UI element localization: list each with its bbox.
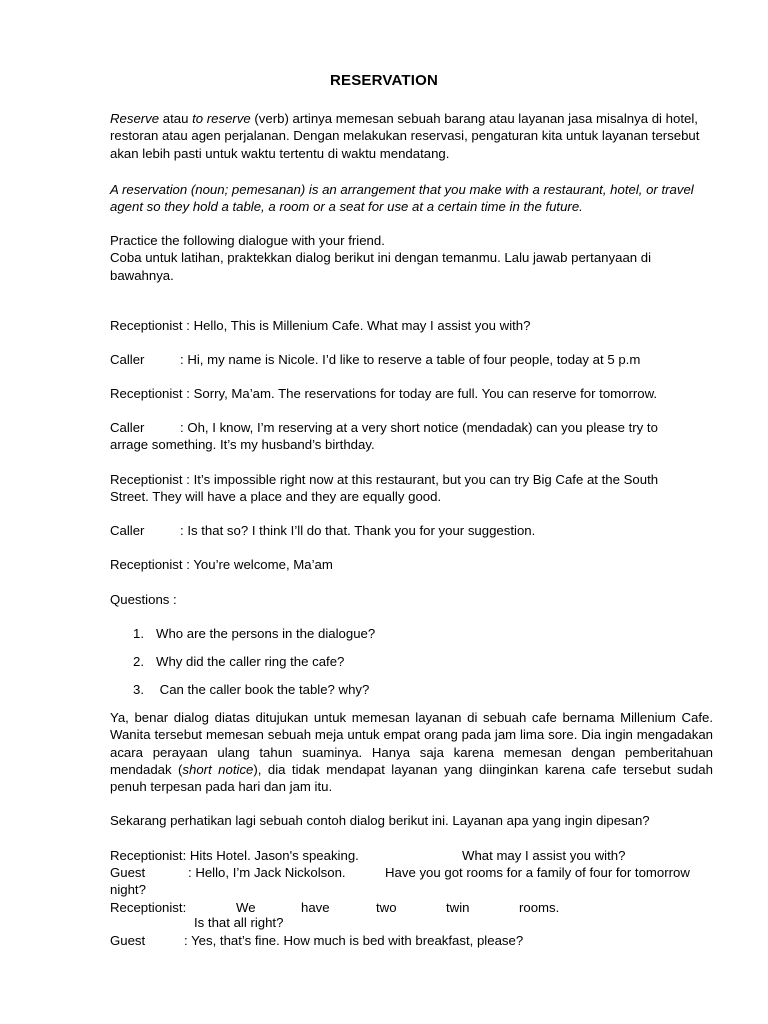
dialogue-text-part: Have you got rooms for a family of four for tomorrow — [385, 865, 690, 880]
definition-paragraph: A reservation (noun; pemesanan) is an arrangement that you make with a restaurant, hotel, or travel agent so they hold a table, a room or a seat for use at a certain time in the future. — [110, 182, 694, 215]
intro-connector: atau — [159, 111, 193, 126]
dialogue-line — [110, 385, 657, 402]
next-dialogue-prompt: Sekarang perhatikan lagi sebuah contoh dialog berikut ini. Layanan apa yang ingin dipesan? — [110, 813, 650, 828]
speaker-separator: : — [182, 318, 194, 333]
question-item — [133, 653, 344, 670]
question-text: Can the caller book the table? why? — [156, 682, 370, 697]
speaker-label: Guest — [110, 865, 146, 880]
dialogue-continuation: arrage something. It’s my husband’s birthday. — [110, 437, 375, 452]
dialogue-line — [110, 317, 530, 334]
question-item — [133, 625, 375, 642]
dialogue-text-part: What may I assist you with? — [462, 848, 626, 863]
question-item — [133, 681, 369, 698]
speaker-label: Receptionist — [110, 318, 183, 333]
dialogue-word: twin — [446, 900, 470, 915]
dialogue-word: We — [236, 900, 256, 915]
speaker-separator: : — [182, 386, 194, 401]
dialogue-word: have — [301, 900, 330, 915]
dialogue-text: Is that so? I think I’ll do that. Thank you for your suggestion. — [187, 523, 536, 538]
question-text: Who are the persons in the dialogue? — [156, 626, 376, 641]
speaker-label: Receptionist — [110, 472, 183, 487]
speaker-separator: : — [180, 523, 188, 538]
speaker-label: Caller — [110, 420, 145, 435]
answer-text-end: ), dia tidak mendapat layanan yang diinginkan karena cafe tersebut sudah penuh terpesan pada hari dan jam itu. — [110, 761, 713, 795]
dialogue-text: Sorry, Ma’am. The reservations for today are full. You can reserve for tomorrow. — [193, 386, 658, 401]
question-text: Why did the caller ring the cafe? — [156, 654, 345, 669]
speaker-label: Receptionist: — [110, 848, 187, 863]
speaker-separator: : — [182, 557, 194, 572]
intro-term-to-reserve: to reserve — [192, 111, 251, 126]
dialogue-line — [110, 932, 523, 949]
dialogue-text: Hits Hotel. Jason's speaking. — [189, 848, 359, 863]
practice-line-indonesian: Coba untuk latihan, praktekkan dialog berikut ini dengan temanmu. Lalu jawab pertanyaan di bawahnya. — [110, 250, 652, 283]
dialogue-line — [110, 419, 658, 436]
speaker-label: Receptionist — [110, 557, 183, 572]
question-number: 3. — [133, 682, 144, 697]
intro-text: (verb) artinya memesan sebuah barang atau layanan jasa misalnya di hotel, restoran atau agen perjalanan. Dengan melakukan reservasi, pengaturan kita untuk layanan tersebut akan lebih pasti untuk waktu tertentu di waktu mendatang. — [110, 111, 700, 161]
practice-line-english: Practice the following dialogue with your friend. — [110, 233, 385, 248]
speaker-separator: : — [180, 420, 188, 435]
dialogue-text: It’s impossible right now at this restaurant, but you can try Big Cafe at the South — [193, 472, 659, 487]
answer-paragraph — [110, 709, 713, 795]
speaker-separator: : — [184, 933, 192, 948]
speaker-separator: : — [180, 352, 188, 367]
dialogue-continuation: Street. They will have a place and they are equally good. — [110, 489, 442, 504]
page-title: RESERVATION — [329, 72, 439, 89]
dialogue-line — [110, 351, 640, 368]
answer-text-start: Ya, benar dialog diatas ditujukan untuk memesan layanan di sebuah cafe bernama Millenium Cafe. Wanita tersebut memesan sebuah meja untuk empat orang pada jam lima sore. Dia ingin mengadakan acara perayaan ulang tahun suaminya. Hanya saja karena memesan dengan pemberitahuan mendadak ( — [110, 710, 713, 777]
speaker-separator: : — [182, 472, 194, 487]
speaker-label: Guest — [110, 933, 146, 948]
dialogue-line — [110, 522, 535, 539]
practice-instruction — [110, 232, 713, 284]
dialogue-word: rooms. — [519, 900, 560, 915]
dialogue-text: Oh, I know, I’m reserving at a very short notice (mendadak) can you please try to — [187, 420, 658, 435]
speaker-separator: : — [188, 865, 196, 880]
speaker-label: Caller — [110, 523, 145, 538]
questions-label: Questions : — [110, 592, 177, 607]
dialogue-text: Hello, I’m Jack Nickolson. — [195, 865, 346, 880]
intro-paragraph — [110, 110, 713, 162]
question-number: 1. — [133, 626, 144, 641]
speaker-label: Receptionist — [110, 386, 183, 401]
speaker-label: Receptionist: — [110, 900, 187, 915]
dialogue-continuation: night? — [110, 882, 146, 897]
speaker-label: Caller — [110, 352, 145, 367]
dialogue-line — [110, 864, 346, 881]
dialogue-continuation: Is that all right? — [194, 915, 284, 930]
answer-term-short-notice: short notice — [182, 761, 254, 777]
dialogue-word: two — [376, 900, 397, 915]
dialogue-text: Hi, my name is Nicole. I’d like to reserve a table of four people, today at 5 p.m — [187, 352, 641, 367]
intro-term-reserve: Reserve — [110, 111, 160, 126]
dialogue-line — [110, 556, 333, 573]
dialogue-line — [110, 847, 359, 864]
dialogue-text: Yes, that’s fine. How much is bed with breakfast, please? — [191, 933, 524, 948]
dialogue-text: You’re welcome, Ma’am — [193, 557, 333, 572]
dialogue-text: Hello, This is Millenium Cafe. What may I assist you with? — [193, 318, 531, 333]
dialogue-line — [110, 471, 658, 488]
question-number: 2. — [133, 654, 144, 669]
